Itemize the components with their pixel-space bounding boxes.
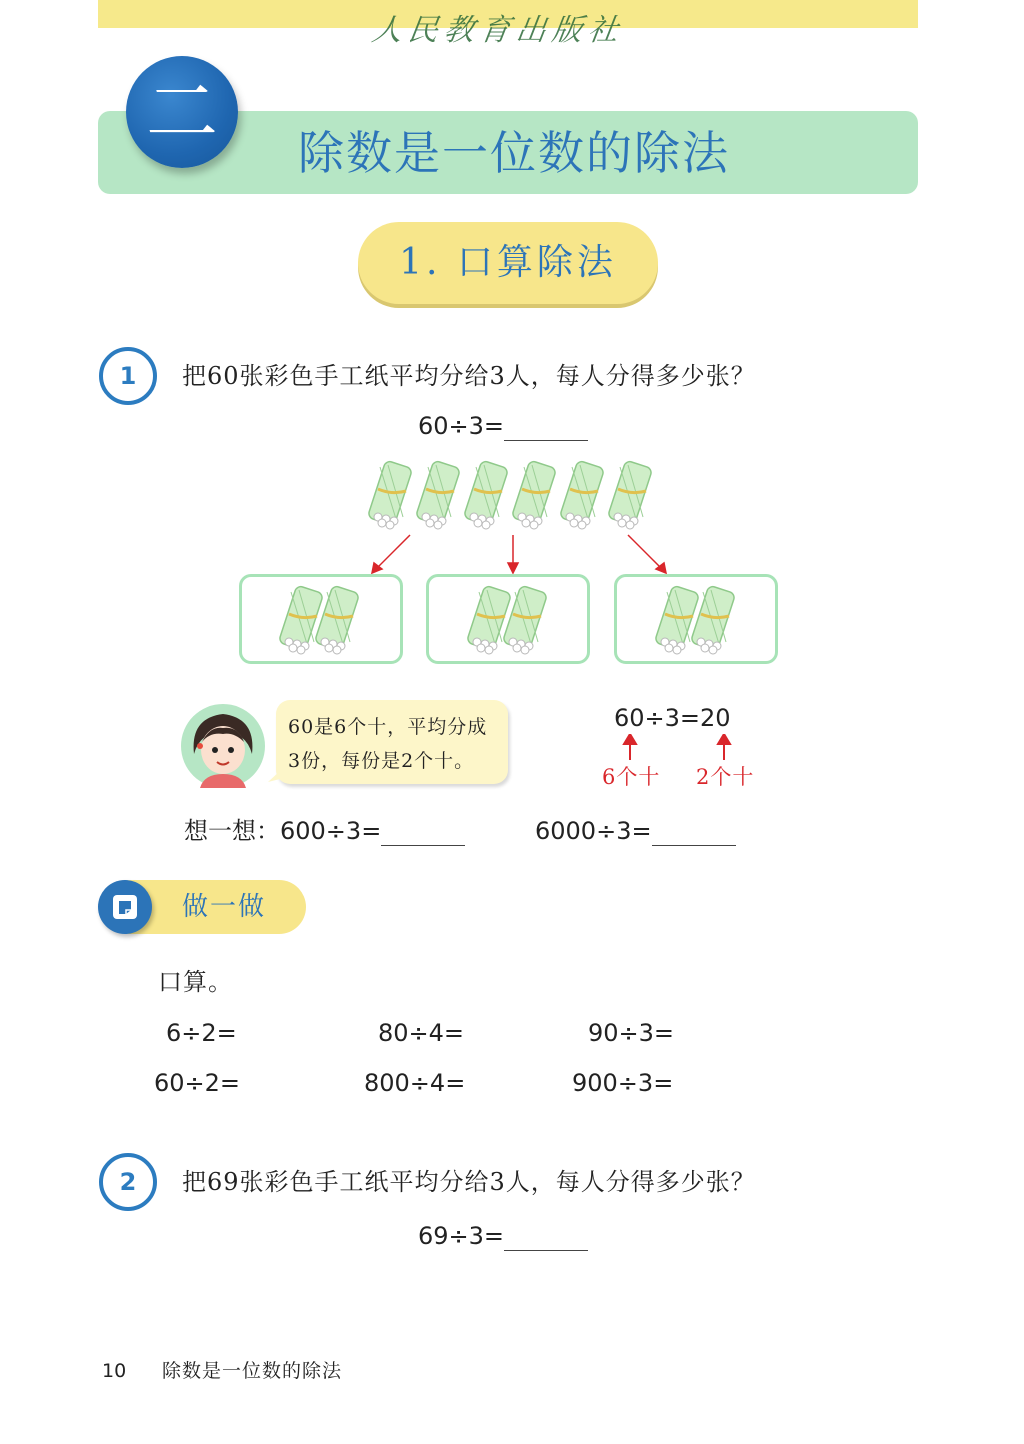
- stick-bundles-illustration: [360, 455, 670, 583]
- section-title: 1. 口算除法: [399, 242, 617, 283]
- speech-line-2: 3份，每份是2个十。: [288, 750, 475, 772]
- notebook-icon: [110, 892, 140, 922]
- answer-blank[interactable]: [504, 1226, 588, 1251]
- solution-arrows: [620, 734, 740, 762]
- speech-line-1: 60是6个十，平均分成: [288, 716, 488, 738]
- chapter-number: 二: [145, 70, 218, 154]
- think-equation-2: 6000÷3=: [535, 817, 652, 845]
- speech-bubble-text: [288, 710, 508, 778]
- chapter-title: 除数是一位数的除法: [298, 126, 730, 180]
- practice-item: 80÷4=: [378, 1019, 465, 1047]
- practice-item: 900÷3=: [572, 1069, 674, 1097]
- question-1-badge: 1: [99, 347, 157, 405]
- practice-item: 800÷4=: [364, 1069, 466, 1097]
- question-1-equation: [418, 411, 588, 441]
- solution-equation: 60÷3=20: [614, 704, 731, 732]
- think-row: [184, 816, 465, 846]
- solution-label-right: 2个十: [696, 765, 755, 789]
- practice-item: 6÷2=: [166, 1019, 237, 1047]
- question-2-equation: [418, 1221, 588, 1251]
- think-row-2: [535, 816, 736, 846]
- think-blank-2[interactable]: [652, 821, 736, 846]
- question-2-text: 把69张彩色手工纸平均分给3人，每人分得多少张？: [182, 1168, 756, 1196]
- publisher-watermark: 人民教育出版社: [369, 13, 627, 48]
- footer-title: 除数是一位数的除法: [162, 1360, 343, 1382]
- practice-title: 做一做: [182, 892, 267, 922]
- answer-blank[interactable]: [504, 416, 588, 441]
- solution-label-left: 6个十: [602, 765, 661, 789]
- question-1-text: 把60张彩色手工纸平均分给3人，每人分得多少张？: [182, 362, 756, 390]
- practice-instruction: 口算。: [158, 968, 233, 996]
- grouped-bundles: [239, 574, 779, 664]
- page-number: 10: [102, 1360, 127, 1382]
- think-blank-1[interactable]: [381, 821, 465, 846]
- practice-item: 90÷3=: [588, 1019, 675, 1047]
- equation-text: 60÷3=: [418, 412, 505, 440]
- think-label: 想一想：: [184, 817, 280, 845]
- girl-avatar: [180, 702, 266, 790]
- think-equation-1: 600÷3=: [280, 817, 382, 845]
- practice-item: 60÷2=: [154, 1069, 241, 1097]
- equation-text: 69÷3=: [418, 1222, 505, 1250]
- question-2-badge: 2: [99, 1153, 157, 1211]
